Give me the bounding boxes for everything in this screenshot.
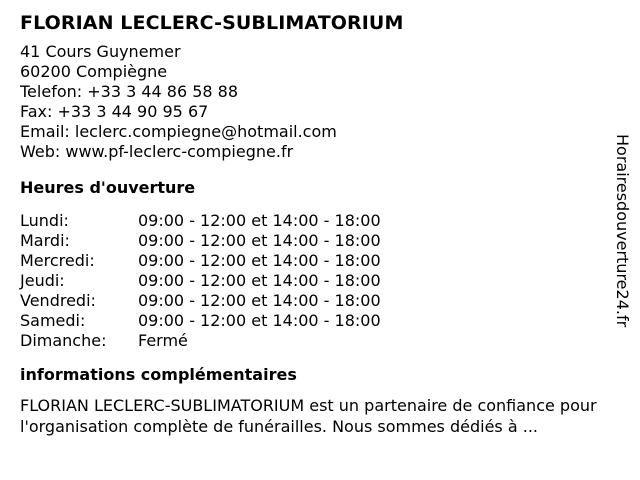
hours-day: Mercredi: [20,251,95,270]
business-name: FLORIAN LECLERC-SUBLIMATORIUM [20,12,404,34]
business-card [20,10,620,437]
hours-row-saturday [20,311,620,331]
phone-number: Telefon: +33 3 44 86 58 88 [20,82,239,101]
website-address: Web: www.pf-leclerc-compiegne.fr [20,142,294,161]
email-address: Email: leclerc.compiegne@hotmail.com [20,122,337,141]
hours-day: Jeudi: [20,271,65,290]
hours-day: Mardi: [20,231,70,250]
address-street: 41 Cours Guynemer [20,42,181,61]
hours-list [20,211,620,351]
hours-heading: Heures d'ouverture [20,178,196,197]
info-heading: informations complémentaires [20,365,297,384]
hours-time: 09:00 - 12:00 et 14:00 - 18:00 [138,211,381,230]
hours-row-thursday [20,271,620,291]
hours-time: 09:00 - 12:00 et 14:00 - 18:00 [138,311,381,330]
hours-row-friday [20,291,620,311]
hours-day: Samedi: [20,311,86,330]
hours-day: Vendredi: [20,291,96,310]
hours-time: Fermé [138,331,188,350]
hours-row-monday [20,211,620,231]
site-watermark: Horairesdouverture24.fr [613,134,632,328]
hours-time: 09:00 - 12:00 et 14:00 - 18:00 [138,291,381,310]
address-city: 60200 Compiègne [20,62,168,81]
hours-row-wednesday [20,251,620,271]
hours-time: 09:00 - 12:00 et 14:00 - 18:00 [138,251,381,270]
fax-number: Fax: +33 3 44 90 95 67 [20,102,209,121]
hours-time: 09:00 - 12:00 et 14:00 - 18:00 [138,271,381,290]
contact-block [20,42,620,162]
hours-row-sunday [20,331,620,351]
info-description: FLORIAN LECLERC-SUBLIMATORIUM est un partenaire de confiance pour l'organisation complète de funérailles. Nous sommes dédiés à ... [20,396,597,436]
hours-row-tuesday [20,231,620,251]
hours-day: Lundi: [20,211,69,230]
hours-day: Dimanche: [20,331,107,350]
hours-time: 09:00 - 12:00 et 14:00 - 18:00 [138,231,381,250]
